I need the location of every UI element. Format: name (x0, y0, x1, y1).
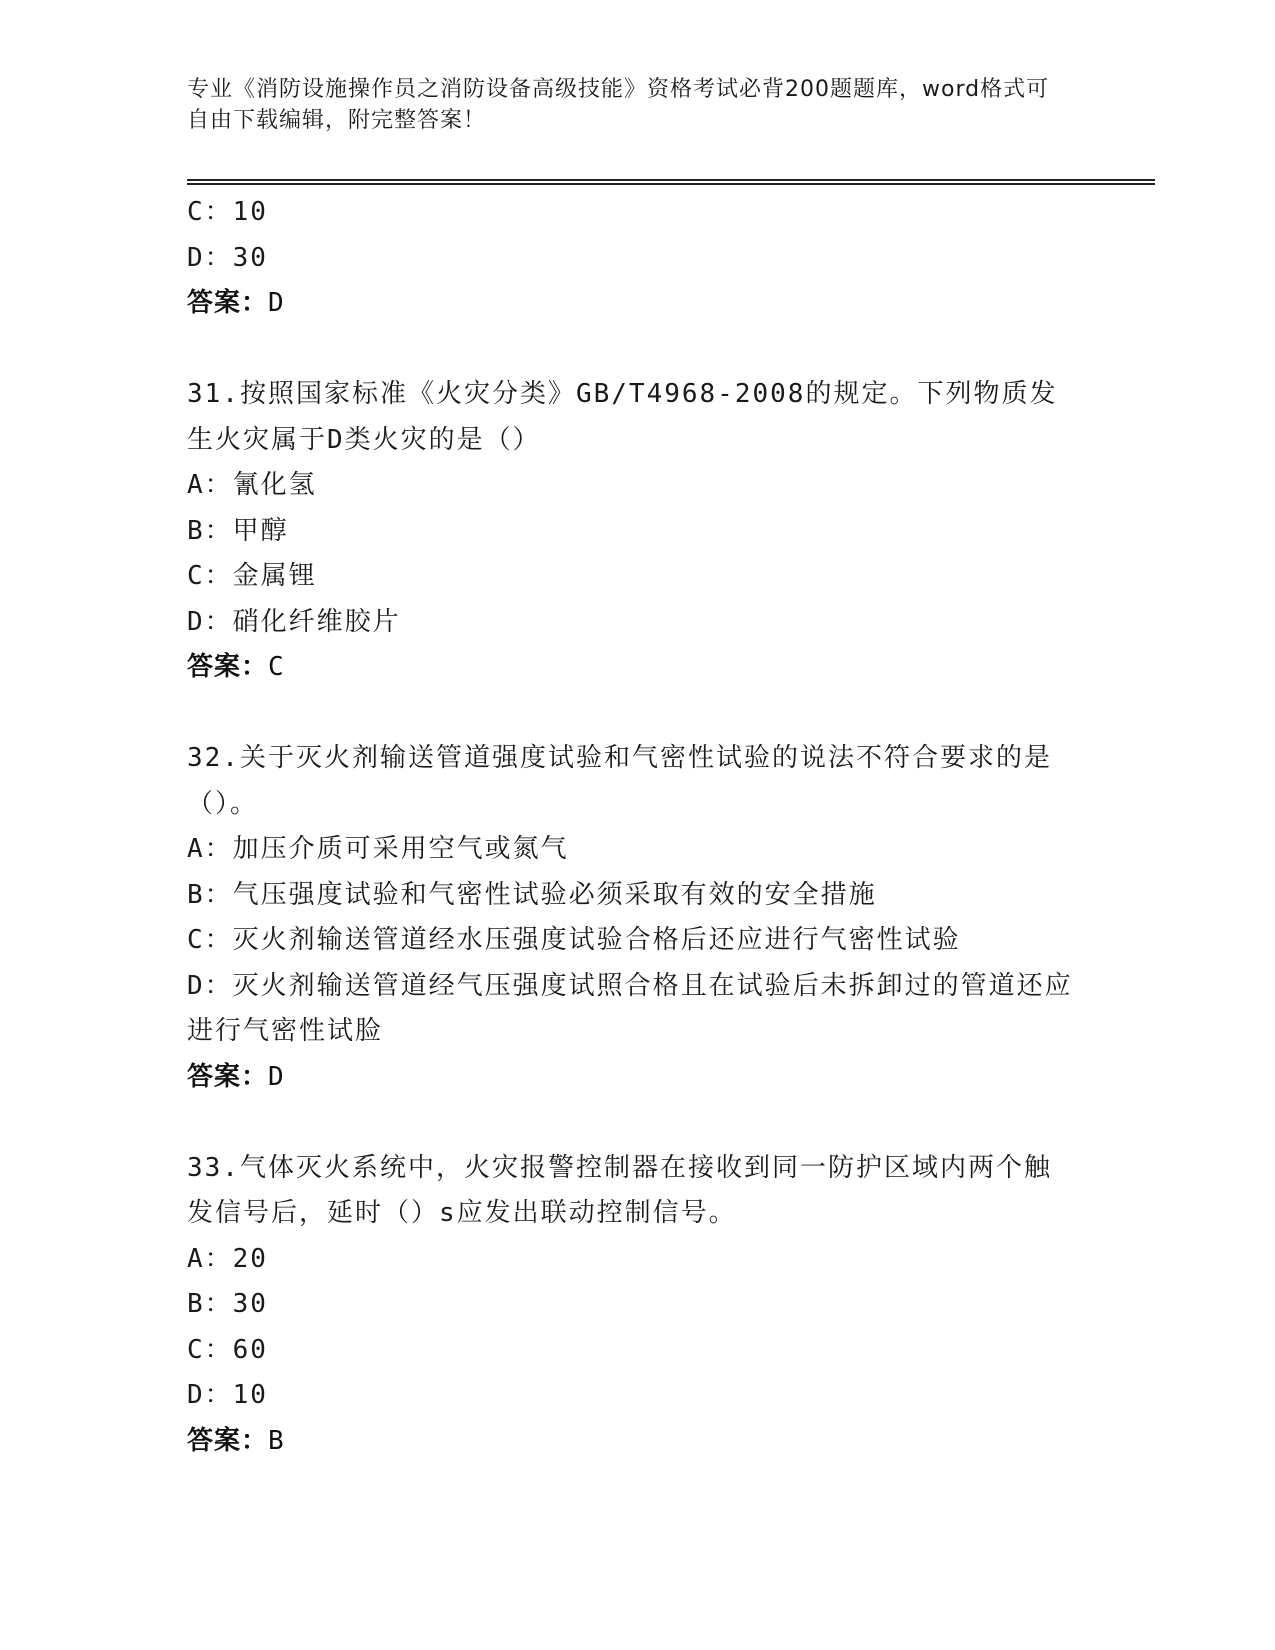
option-a: A：氰化氢 (187, 470, 317, 500)
answer-label: 答案： (187, 1425, 269, 1456)
answer-line (187, 1419, 1077, 1465)
answer-value: D (268, 288, 285, 318)
question-block-31 (187, 372, 1077, 691)
option-c: C：60 (187, 1334, 268, 1365)
option-d: D：10 (187, 1380, 268, 1410)
answer-line (187, 1055, 1077, 1101)
spacer (187, 691, 1077, 737)
answer-label: 答案： (187, 1061, 269, 1092)
option-b: B：甲醇 (187, 515, 289, 546)
option-d: D：硝化纤维胶片 (187, 606, 401, 637)
option-a: A：20 (187, 1243, 268, 1274)
answer-line (187, 281, 1077, 327)
question-stem: 33.气体灭火系统中，火灾报警控制器在接收到同一防护区域内两个触发信号后，延时（）s应发出联动控制信号。 (187, 1152, 1052, 1228)
spacer (187, 327, 1077, 373)
question-stem: 31.按照国家标准《火灾分类》GB/T4968-2008的规定。下列物质发生火灾属于D类火灾的是（） (187, 379, 1058, 455)
option-c: C：金属锂 (187, 561, 317, 591)
option-d: D：30 (187, 242, 268, 273)
header-divider-bottom (187, 183, 1155, 185)
answer-value: C (268, 652, 285, 682)
header-divider-top (187, 179, 1155, 181)
option-b: B：气压强度试验和气密性试验必须采取有效的安全措施 (187, 879, 877, 910)
answer-label: 答案： (187, 288, 269, 318)
spacer (187, 1100, 1077, 1146)
question-block-33 (187, 1146, 1077, 1465)
answer-label: 答案： (187, 652, 269, 682)
option-c: C：10 (187, 197, 268, 227)
answer-value: D (268, 1061, 285, 1092)
option-a: A：加压介质可采用空气或氮气 (187, 834, 569, 864)
document-header: 专业《消防设施操作员之消防设备高级技能》资格考试必背200题题库，word格式可自由下载编辑，附完整答案！ (187, 77, 1050, 133)
answer-line (187, 645, 1077, 691)
option-d: D：灭火剂输送管道经气压强度试照合格且在试验后未拆卸过的管道还应进行气密性试脸 (187, 970, 1073, 1046)
question-block-partial (187, 190, 1077, 327)
question-list (187, 190, 1077, 1464)
option-b: B：30 (187, 1289, 268, 1319)
question-stem: 32.关于灭火剂输送管道强度试验和气密性试验的说法不符合要求的是（）。 (187, 743, 1052, 819)
question-block-32 (187, 736, 1077, 1100)
answer-value: B (268, 1425, 285, 1456)
option-c: C：灭火剂输送管道经水压强度试验合格后还应进行气密性试验 (187, 925, 961, 955)
